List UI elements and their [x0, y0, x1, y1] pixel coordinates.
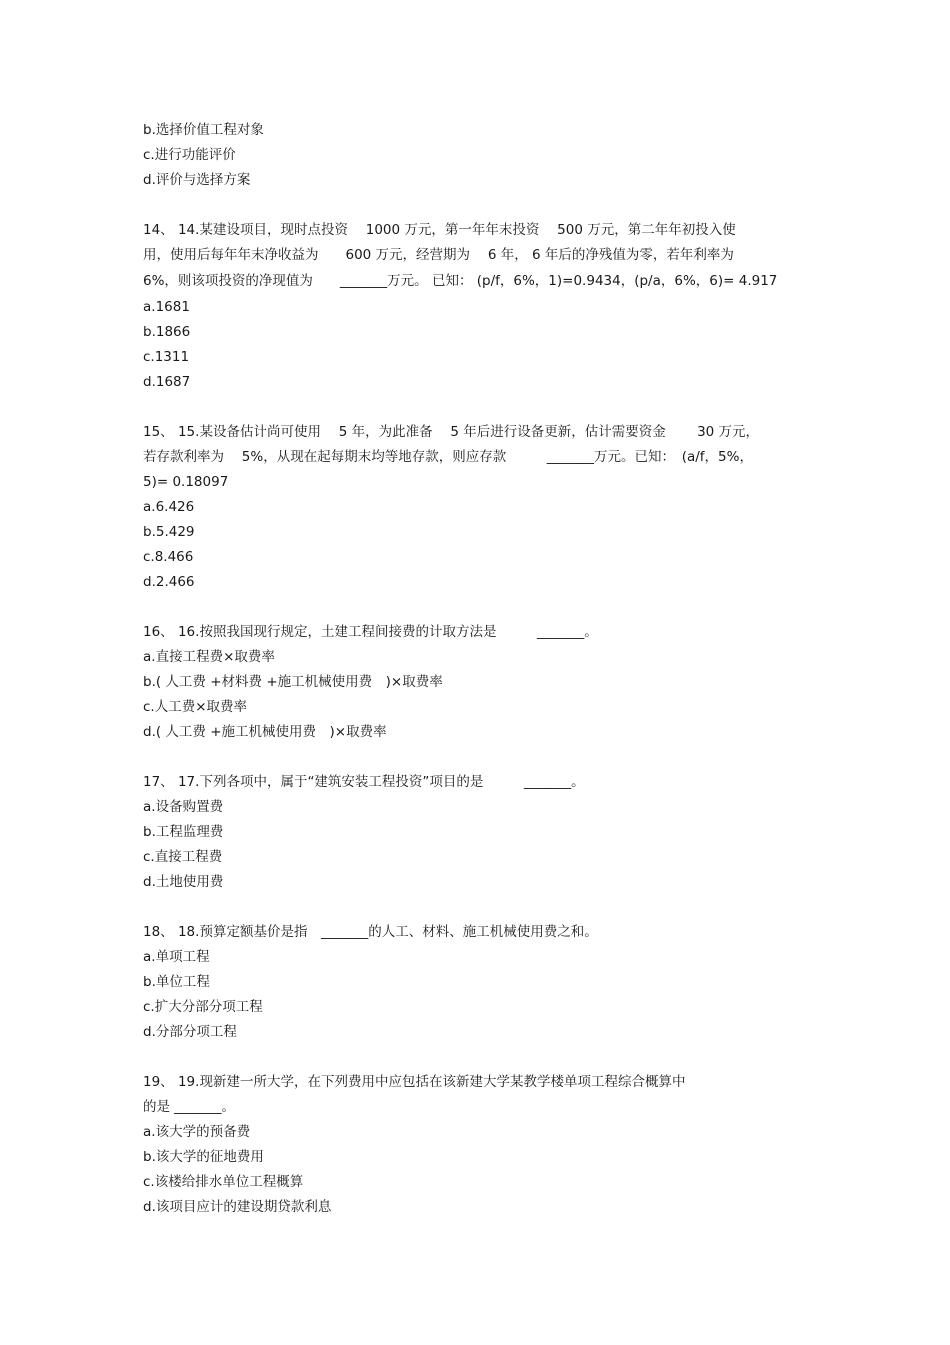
- option-a: a.直接工程费×取费率: [143, 649, 275, 665]
- option-d: d.2.466: [143, 574, 195, 590]
- question-text: 14、 14.某建设项目，现时点投资 1000 万元，第一年年末投资 500 万元，第二年年初投入使: [143, 222, 736, 238]
- question-18: [143, 920, 813, 1045]
- option-d: d.( 人工费 +施工机械使用费 )×取费率: [143, 724, 387, 740]
- question-text: 用，使用后每年年末净收益为 600 万元，经营期为 6 年， 6 年后的净残值为零，若年利率为: [143, 247, 734, 263]
- question-text: 15、 15.某设备估计尚可使用 5 年，为此准备 5 年后进行设备更新，估计需要资金 30 万元，: [143, 424, 760, 440]
- option-c: c.8.466: [143, 549, 194, 565]
- option-c: c.扩大分部分项工程: [143, 999, 263, 1015]
- option-c: c.直接工程费: [143, 849, 223, 865]
- option-a: a.1681: [143, 299, 190, 315]
- option-b: b.工程监理费: [143, 824, 224, 840]
- option-d: d.1687: [143, 374, 191, 390]
- question-19: [143, 1070, 813, 1220]
- question-text: 18、 18.预算定额基价是指 _______的人工、材料、施工机械使用费之和。: [143, 924, 598, 940]
- option-a: a.该大学的预备费: [143, 1124, 251, 1140]
- option-c: c.进行功能评价: [143, 147, 236, 163]
- question-text: 的是 _______。: [143, 1099, 236, 1115]
- document-page: [143, 118, 813, 1220]
- question-17: [143, 770, 813, 895]
- question-text: 19、 19.现新建一所大学，在下列费用中应包括在该新建大学某教学楼单项工程综合概算中: [143, 1074, 686, 1090]
- option-a: a.设备购置费: [143, 799, 224, 815]
- option-b: b.1866: [143, 324, 191, 340]
- option-b: b.选择价值工程对象: [143, 122, 264, 138]
- option-c: c.该楼给排水单位工程概算: [143, 1174, 304, 1190]
- question-16: [143, 620, 813, 745]
- question-text: 若存款利率为 5%，从现在起每期末均等地存款，则应存款 _______万元。已知： (a/f，5%，: [143, 449, 753, 465]
- option-d: d.评价与选择方案: [143, 172, 251, 188]
- option-a: a.单项工程: [143, 949, 210, 965]
- option-b: b.该大学的征地费用: [143, 1149, 264, 1165]
- question-text: 17、 17.下列各项中，属于“建筑安装工程投资”项目的是 _______。: [143, 774, 585, 790]
- question-text: 6%，则该项投资的净现值为 _______万元。 已知： (p/f，6%，1)=0.9434，(p/a，6%，6)= 4.917: [143, 273, 778, 289]
- prev-question-options: [143, 118, 813, 193]
- option-d: d.土地使用费: [143, 874, 224, 890]
- option-b: b.( 人工费 +材料费 +施工机械使用费 )×取费率: [143, 674, 443, 690]
- option-d: d.该项目应计的建设期贷款利息: [143, 1199, 332, 1215]
- option-b: b.单位工程: [143, 974, 210, 990]
- question-text: 16、 16.按照我国现行规定，土建工程间接费的计取方法是 _______。: [143, 624, 598, 640]
- option-c: c.人工费×取费率: [143, 699, 248, 715]
- option-b: b.5.429: [143, 524, 195, 540]
- question-14: [143, 218, 813, 395]
- option-d: d.分部分项工程: [143, 1024, 237, 1040]
- option-c: c.1311: [143, 349, 190, 365]
- question-text: 5)= 0.18097: [143, 474, 229, 490]
- question-15: [143, 420, 813, 595]
- option-a: a.6.426: [143, 499, 195, 515]
